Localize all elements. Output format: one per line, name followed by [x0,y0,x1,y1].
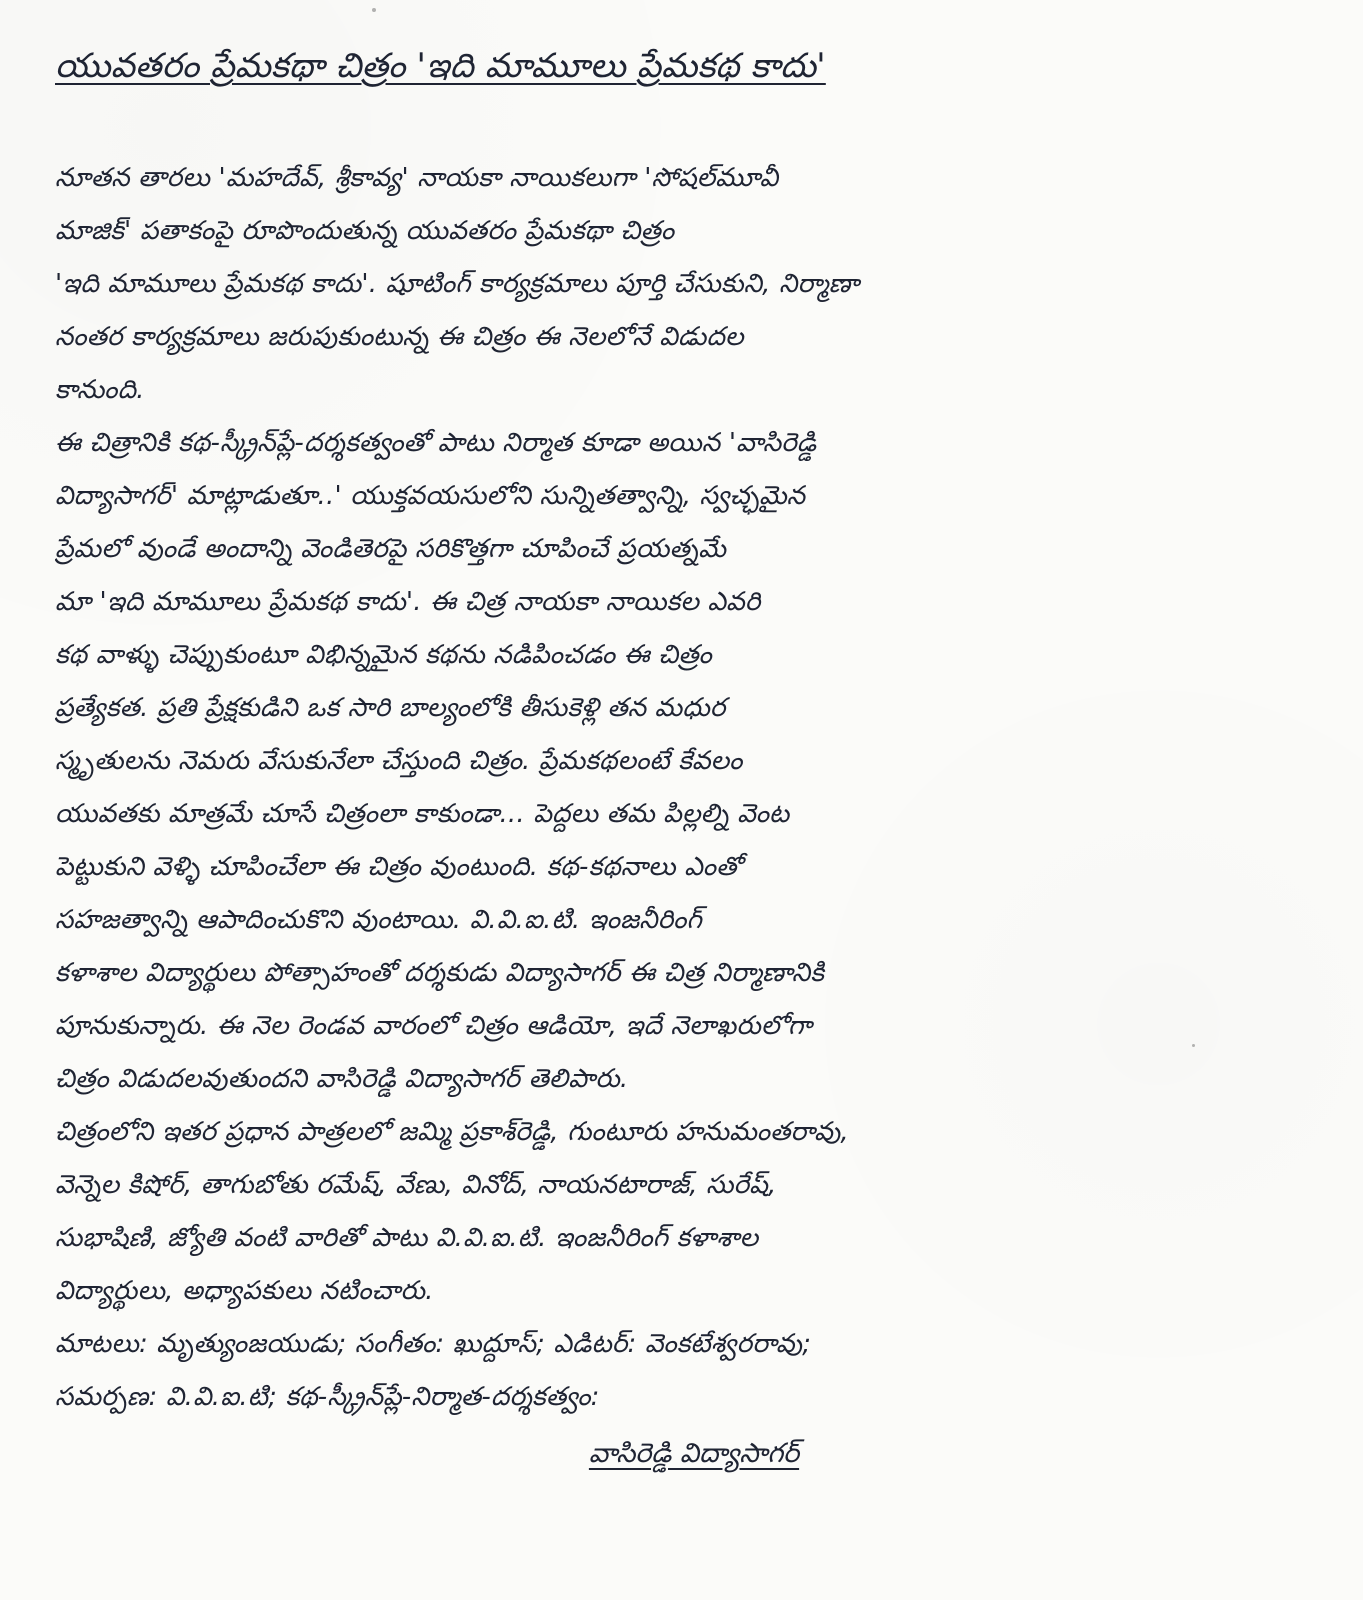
text-line: స్మృతులను నెమరు వేసుకునేలా చేస్తుంది చిత్రం. ప్రేమకథలంటే కేవలం [55,746,743,776]
text-line: నంతర కార్యక్రమాలు జరుపుకుంటున్న ఈ చిత్రం ఈ నెలలోనే విడుదల [55,322,744,352]
paper-speck [372,8,376,12]
text-line: పూనుకున్నారు. ఈ నెల రెండవ వారంలో చిత్రం ఆడియో, ఇదే నెలాఖరులోగా [55,1011,813,1041]
text-line: విద్యార్థులు, అధ్యాపకులు నటించారు. [55,1276,434,1306]
text-line: మాజిక్' పతాకంపై రూపొందుతున్న యువతరం ప్రేమకథా చిత్రం [55,216,675,246]
text-line: నూతన తారలు 'మహదేవ్, శ్రీకావ్య' నాయకా నాయికలుగా 'సోషల్‌మూవీ [55,163,779,193]
text-line: ప్రత్యేకత. ప్రతి ప్రేక్షకుడిని ఒక సారి బాల్యంలోకి తీసుకెళ్లి తన మధుర [55,693,726,723]
text-line: పెట్టుకుని వెళ్ళి చూపించేలా ఈ చిత్రం వుంటుంది. కథ-కథనాలు ఎంతో [55,852,742,882]
text-line: విద్యాసాగర్' మాట్లాడుతూ..' యుక్తవయసులోని సున్నితత్వాన్ని, స్వచ్ఛమైన [55,481,806,511]
text-line: చిత్రంలోని ఇతర ప్రధాన పాత్రలలో జమ్మి ప్రకాశ్‌రెడ్డి, గుంటూరు హనుమంతరావు, [55,1117,849,1147]
text-line: సుభాషిణి, జ్యోతి వంటి వారితో పాటు వి.వి.ఐ.టి. ఇంజనీరింగ్ కళాశాల [55,1223,759,1253]
text-line: మాటలు: మృత్యుంజయుడు; సంగీతం: ఖుద్దూస్; ఎడిటర్: వెంకటేశ్వరరావు; [55,1329,812,1359]
text-line: ప్రేమలో వుండే అందాన్ని వెండితెరపై సరికొత్తగా చూపించే ప్రయత్నమే [55,534,727,564]
text-line: కళాశాల విద్యార్థులు పోత్సాహంతో దర్శకుడు విద్యాసాగర్ ఈ చిత్ర నిర్మాణానికి [55,958,825,988]
text-line: సమర్పణ: వి.వి.ఐ.టి; కథ-స్క్రీన్‌ప్లే-నిర్మాత-దర్శకత్వం: [55,1382,600,1412]
text-line: చిత్రం విడుదలవుతుందని వాసిరెడ్డి విద్యాసాగర్ తెలిపారు. [55,1064,629,1094]
text-line: వెన్నెల కిషోర్, తాగుబోతు రమేష్, వేణు, వినోద్, నాయనటారాజ్, సురేష్, [55,1170,777,1200]
handwritten-body [55,152,1293,1424]
text-line: సహజత్వాన్ని ఆపాదించుకొని వుంటాయి. వి.వి.ఐ.టి. ఇంజనీరింగ్ [55,905,702,935]
text-line: మా 'ఇది మామూలు ప్రేమకథ కాదు'. ఈ చిత్ర నాయకా నాయికల ఎవరి [55,587,761,617]
text-line: 'ఇది మామూలు ప్రేమకథ కాదు'. షూటింగ్ కార్యక్రమాలు పూర్తి చేసుకుని, నిర్మాణా [55,269,860,299]
paper-speck [1192,1044,1195,1047]
text-line: కానుంది. [55,375,145,405]
text-line: కథ వాళ్ళు చెప్పుకుంటూ విభిన్నమైన కథను నడిపించడం ఈ చిత్రం [55,640,712,670]
signature: వాసిరెడ్డి విద్యాసాగర్ [588,1438,800,1469]
text-line: యువతకు మాత్రమే చూసే చిత్రంలా కాకుండా... పెద్దలు తమ పిల్లల్ని వెంట [55,799,790,829]
document-title: యువతరం ప్రేమకథా చిత్రం 'ఇది మామూలు ప్రేమకథ కాదు' [55,46,826,86]
text-line: ఈ చిత్రానికి కథ-స్క్రీన్‌ప్లే-దర్శకత్వంతో పాటు నిర్మాత కూడా అయిన 'వాసిరెడ్డి [55,428,817,458]
